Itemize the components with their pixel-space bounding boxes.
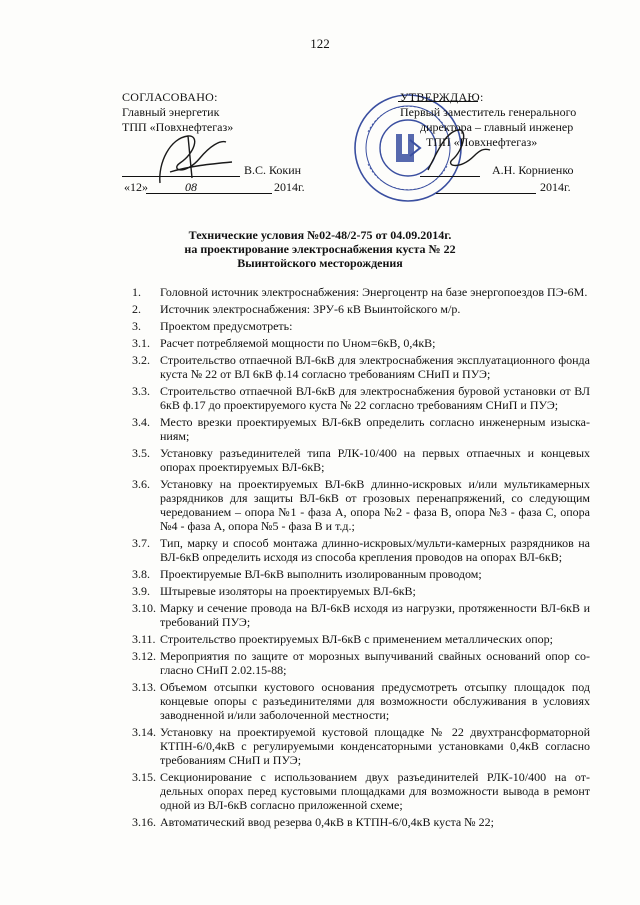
list-item (132, 601, 590, 629)
list-item-text: Проектом предусмотреть: (160, 319, 293, 333)
list-item-text: Строительство отпаечной ВЛ-6кВ для электроснабжения эксплуатационного фонда куста № 22 от ВЛ 6кВ ф.14 согласно требованиям СНиП и ПУЭ; (160, 353, 590, 381)
list-item-number: 3.16. (132, 815, 156, 829)
agreed-org: ТПП «Повхнефтегаз» (122, 120, 234, 134)
list-item-number: 3.7. (132, 536, 150, 550)
agreed-handwritten-signature (140, 128, 240, 190)
list-item-number: 1. (132, 285, 141, 299)
list-item (132, 649, 590, 677)
confirmed-date-line (436, 193, 536, 194)
list-item (132, 477, 590, 533)
list-item-text: Объемом отсыпки кустового основания предусмотреть отсыпку площадок под концевые опоры с разъединителями для возможности обслуживания в условиях заводненной и/или заболоченной местности; (160, 680, 590, 722)
list-item-number: 3.12. (132, 649, 156, 663)
list-item-number: 3.14. (132, 725, 156, 739)
list-item-text: Тип, марку и способ монтажа длинно-искровых/мульти-камерных разрядников на ВЛ-6кВ определить исходя из способа крепления проводов на опорах ВЛ-6кВ; (160, 536, 590, 564)
list-item-text: Штыревые изоляторы на проектируемых ВЛ-6кВ; (160, 584, 416, 598)
title-line1: Технические условия №02-48/2-75 от 04.09.2014г. (188, 228, 452, 242)
list-item (132, 536, 590, 564)
agreed-date-month: 08 (185, 180, 197, 194)
date-day-line (146, 193, 172, 194)
list-item-number: 3.3. (132, 384, 150, 398)
list-item (132, 336, 590, 350)
list-item-text: Строительство отпаечной ВЛ-6кВ для электроснабжения буровой установки от ВЛ 6кВ ф.17 до проектируемого куста № 22 согласно требованиям СНиП и ПУЭ; (160, 384, 590, 412)
list-item (132, 632, 590, 646)
confirmed-position-line2: директора – главный инженер (420, 120, 574, 134)
list-item-text: Расчет потребляемой мощности по Uном=6кВ, 0,4кВ; (160, 336, 436, 350)
list-item-text: Секционирование с использованием двух разъединителей РЛК-10/400 на от-дельных опорах перед кустовыми площадками для возможности вывода в ремонт одной из ВЛ-6кВ согласно приложенной схеме; (160, 770, 590, 812)
list-item-text: Установку разъединителей типа РЛК-10/400 на первых отпаечных и концевых опорах проектируемых ВЛ-6кВ; (160, 446, 590, 474)
list-item-text: Установку на проектируемой кустовой площадке № 22 двухтрансформаторной КТПН-6/0,4кВ с регулируемыми конденсаторными установками 0,4кВ согласно требованиям СНиП и ПУЭ; (160, 725, 590, 767)
list-item-number: 3.8. (132, 567, 150, 581)
confirmed-date-year: 2014г. (540, 180, 571, 194)
page-number: 122 (310, 36, 330, 51)
list-item-text: Мероприятия по защите от морозных выпучиваний свайных оснований опор со-гласно СНиП 2.02.15-88; (160, 649, 590, 677)
list-item (132, 285, 590, 299)
requirements-list (132, 285, 590, 832)
list-item-text: Источник электроснабжения: ЗРУ-6 кВ Выинтойского м/р. (160, 302, 461, 316)
list-item-number: 3.6. (132, 477, 150, 491)
list-item-number: 3.4. (132, 415, 150, 429)
list-item-number: 3.9. (132, 584, 150, 598)
list-item-number: 3.10. (132, 601, 156, 615)
title-line3: Выинтойского месторождения (237, 256, 403, 270)
confirmed-position-line1: Первый заместитель генерального (400, 105, 577, 119)
list-item-text: Автоматический ввод резерва 0,4кВ в КТПН-6/0,4кВ куста № 22; (160, 815, 494, 829)
agreed-date-year: 2014г. (274, 180, 305, 194)
date-month-line (172, 193, 272, 194)
confirmed-label-underline (398, 101, 478, 102)
list-item-text: Строительство проектируемых ВЛ-6кВ с применением металлических опор; (160, 632, 553, 646)
list-item (132, 353, 590, 381)
list-item (132, 815, 590, 829)
list-item-number: 3.13. (132, 680, 156, 694)
list-item-text: Проектируемые ВЛ-6кВ выполнить изолированным проводом; (160, 567, 482, 581)
list-item-number: 2. (132, 302, 141, 316)
list-item (132, 384, 590, 412)
confirmed-label: УТВЕРЖДАЮ: (400, 90, 484, 104)
list-item-number: 3.15. (132, 770, 156, 784)
list-item (132, 680, 590, 722)
list-item (132, 725, 590, 767)
agreed-date-day: «12» (124, 180, 148, 194)
list-item (132, 567, 590, 581)
confirmed-name: А.Н. Корниенко (492, 163, 574, 177)
list-item-text: Место врезки проектируемых ВЛ-6кВ определить согласно инженерным изыска-ниям; (160, 415, 590, 443)
confirmed-handwritten-signature (418, 120, 498, 182)
list-item-number: 3.11. (132, 632, 156, 646)
agreed-label: СОГЛАСОВАНО: (122, 90, 218, 104)
list-item-number: 3.2. (132, 353, 150, 367)
list-item (132, 415, 590, 443)
list-item-number: 3.1. (132, 336, 150, 350)
list-item-text: Марку и сечение провода на ВЛ-6кВ исходя из нагрузки, протяженности ВЛ-6кВ и требований ПУЭ; (160, 601, 590, 629)
list-item-number: 3. (132, 319, 141, 333)
list-item (132, 446, 590, 474)
title-line2: на проектирование электроснабжения куста № 22 (184, 242, 456, 256)
agreed-name: В.С. Кокин (244, 163, 302, 177)
list-item-text: Установку на проектируемых ВЛ-6кВ длинно-искровых и/или мультикамерных разрядников для защиты ВЛ-6кВ от грозовых перенапряжений, со следующим чередованием – опора №1 - фаза А, опора №2 - фаза В, опора №3 - фаза С, опора №4 - фаза А, опора №5 - фаза В и т.д.; (160, 477, 590, 533)
agreed-position: Главный энергетик (122, 105, 220, 119)
document-title (0, 228, 640, 270)
list-item (132, 302, 590, 316)
confirmed-org: ТПП «Повхнефтегаз» (426, 135, 538, 149)
list-item-number: 3.5. (132, 446, 150, 460)
list-item (132, 584, 590, 598)
list-item (132, 770, 590, 812)
list-item (132, 319, 590, 333)
list-item-text: Головной источник электроснабжения: Энергоцентр на базе энергопоездов ПЭ-6М. (160, 285, 588, 299)
